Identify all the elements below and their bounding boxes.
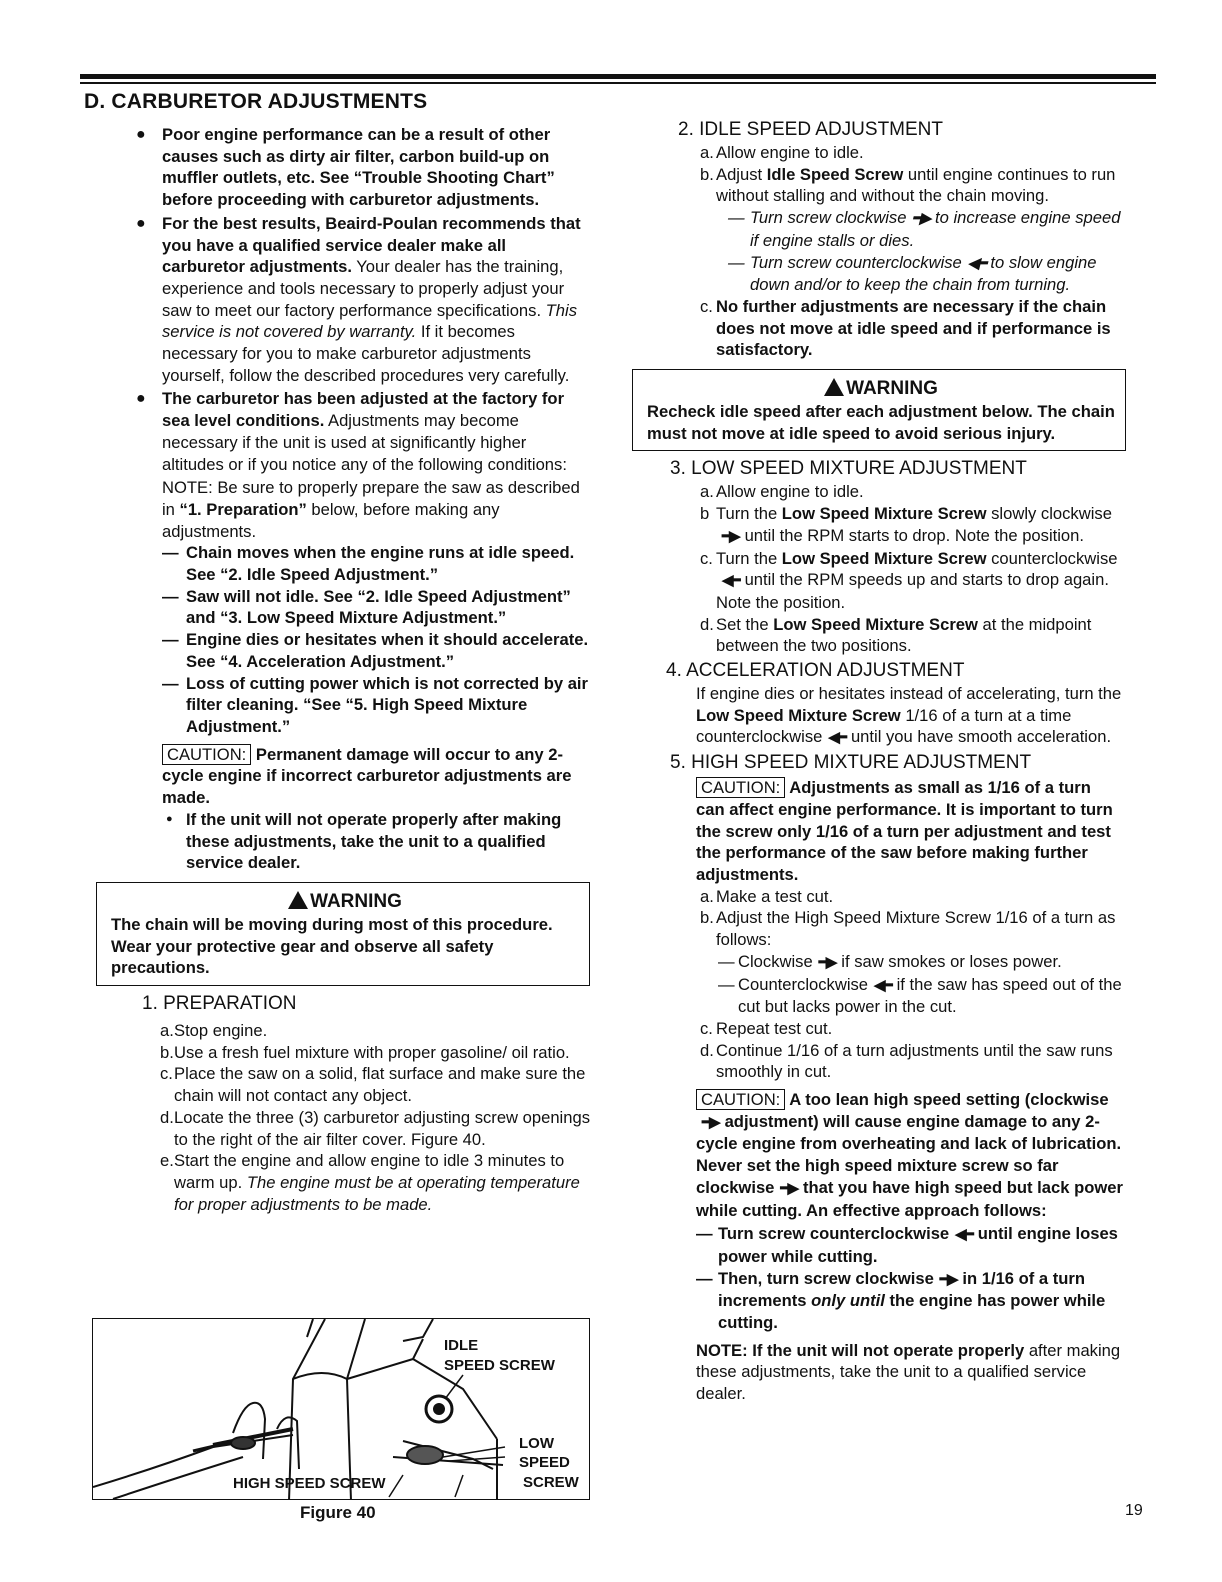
idle-sub-item: — Turn screw clockwise ━▶ to increase engine speed if engine stalls or dies. (728, 208, 1121, 250)
idle-text: Adjust (716, 164, 767, 184)
idle-label: SPEED SCREW (444, 1357, 555, 1374)
low-text: Allow engine to idle. (716, 482, 864, 502)
bullet-item (90, 124, 590, 211)
warning-box-chain-moving (96, 882, 590, 986)
clockwise-arrow-icon: ━▶ (702, 1113, 719, 1131)
section-heading: D. CARBURETOR ADJUSTMENTS (84, 90, 428, 113)
counterclockwise-arrow-icon: ◀━ (955, 1226, 972, 1244)
high-sub-text: if saw smokes or loses power. (841, 951, 1062, 971)
low-text: until the RPM starts to drop. Note the position. (744, 525, 1084, 545)
prep-item: e. Start the engine and allow engine to idle 3 minutes to warm up. The engine must be at operating temperature for proper adjustments to be made. (160, 1151, 580, 1214)
high-sub-item: — Clockwise ━▶ if saw smokes or loses power. (632, 951, 1124, 974)
bullet-item (90, 388, 590, 475)
clockwise-arrow-icon: ━▶ (939, 1270, 957, 1288)
high-sub-item: — Counterclockwise ◀━ if the saw has speed out of the cut but lacks power in the cut. (718, 974, 1122, 1017)
condition-text: Saw will not idle. See “2. Idle Speed Adjustment” and “3. Low Speed Mixture Adjustment.” (186, 586, 571, 628)
bullet-text: Poor engine performance can be a result of other causes such as dirty air filter, carbon build-up on muffler outlets, etc. See “Trouble Shooting Chart” before proceeding with carburetor adjustments. (162, 125, 555, 210)
note-text: below, before making any adjustments. (162, 499, 500, 541)
bullet-text: Your dealer has the training, experience and tools necessary to properly adjust your saw to meet our factory performance specifications. (162, 257, 565, 320)
high-item: d. Continue 1/16 of a turn adjustments until the saw runs smoothly in cut. (700, 1040, 1113, 1082)
bullet-bold-text: The carburetor has been adjusted at the factory for sea level conditions. (162, 389, 565, 431)
low-label: LOW (519, 1435, 554, 1452)
warning-heading (647, 376, 1115, 401)
prep-item: b. Use a fresh fuel mixture with proper gasoline/ oil ratio. (160, 1042, 570, 1062)
condition-item: — Engine dies or hesitates when it should accelerate. See “4. Acceleration Adjustment.” (162, 630, 589, 671)
high-speed-screw-icon (231, 1437, 255, 1449)
approach-item: — Turn screw counterclockwise ◀━ until engine loses power while cutting. (696, 1224, 1118, 1266)
small-bullet-icon: ● (166, 812, 173, 825)
bullet-dot-icon: ● (136, 390, 146, 408)
accel-screw-name: Low Speed Mixture Screw (696, 705, 901, 725)
approach-text: the engine has power while cutting. (718, 1291, 1106, 1333)
low-item: d. Set the Low Speed Mixture Screw at the midpoint between the two positions. (700, 614, 1092, 656)
condition-item: — Chain moves when the engine runs at idle speed. See “2. Idle Speed Adjustment.” (162, 543, 575, 585)
low-item: b Turn the Low Speed Mixture Screw slowly clockwise━▶ until the RPM starts to drop. Note the position. (632, 503, 1124, 547)
note-label: NOTE: If the unit will not operate properly (696, 1340, 1025, 1360)
figure-40-carburetor-diagram (92, 1318, 590, 1500)
note-text: Be sure to properly prepare the saw as described in (162, 478, 580, 519)
left-column (90, 124, 590, 1215)
approach-italic: only until (811, 1291, 885, 1311)
condition-text: Loss of cutting power which is not corrected by air filter cleaning. “See “5. High Speed Mixture Adjustment.” (186, 673, 588, 736)
prep-text: Place the saw on a solid, flat surface and make sure the chain will not contact any object. (174, 1064, 586, 1106)
warranty-note: This service is not covered by warranty. (162, 300, 578, 342)
low-text: at the midpoint between the two positions. (716, 614, 1092, 656)
idle-sub-text: Turn screw counterclockwise (750, 252, 962, 272)
section-high-speed-title: 5. HIGH SPEED MIXTURE ADJUSTMENT (670, 752, 1032, 774)
counterclockwise-arrow-icon: ◀━ (828, 729, 845, 747)
low-text: Turn the (716, 504, 782, 524)
acceleration-text (632, 683, 1124, 749)
warning-text: Recheck idle speed after each adjustment below. The chain must not move at idle speed to avoid serious injury. (647, 402, 1115, 443)
caution-text: A too lean high speed setting (clockwise (785, 1090, 1109, 1110)
right-column (632, 118, 1124, 1405)
prep-item: c. Place the saw on a solid, flat surface and make sure the chain will not contact any object. (160, 1064, 586, 1106)
low-screw-name: Low Speed Mixture Screw (781, 504, 987, 524)
caution-too-lean (632, 1089, 1124, 1221)
idle-item: c. No further adjustments are necessary if the chain does not move at idle speed and if performance is satisfactory. (700, 296, 1111, 360)
high-text: Make a test cut. (716, 886, 834, 906)
bullet-bold-text: For the best results, Beaird-Poulan recommends that you have a qualified service dealer make all carburetor adjustments. (162, 213, 581, 277)
accel-text: 1/16 of a turn at a time counterclockwise (696, 705, 1072, 747)
bullet-item (90, 213, 590, 387)
bullet-dot-icon: ● (136, 214, 146, 232)
bullet-text: Adjustments may become necessary if the unit is used at significantly higher altitudes or if you notice any of the following conditions: (162, 411, 567, 474)
section-acceleration-title: 4. ACCELERATION ADJUSTMENT (666, 660, 965, 682)
low-item: c. Turn the Low Speed Mixture Screw counterclockwise◀━ until the RPM speeds up and starts to drop again. Note the position. (700, 548, 1118, 612)
high-sub-text: Clockwise (738, 951, 813, 971)
accel-text: If engine dies or hesitates instead of accelerating, turn the (696, 684, 1122, 704)
warning-text: The chain will be moving during most of this procedure. Wear your protective gear and observe all safety precautions. (111, 914, 553, 978)
high-item: b. Adjust the High Speed Mixture Screw 1/16 of a turn as follows: (700, 908, 1116, 950)
caution-high-speed (632, 777, 1124, 886)
low-text: until the RPM speeds up and starts to drop again. Note the position. (716, 570, 1109, 612)
clockwise-arrow-icon: ━▶ (912, 210, 930, 228)
caution-label: CAUTION: (696, 777, 785, 798)
caution-permanent-damage (90, 744, 590, 809)
condition-text: Engine dies or hesitates when it should accelerate. See “4. Acceleration Adjustment.” (186, 630, 589, 671)
prep-text: Locate the three (3) carburetor adjusting screw openings to the right of the air filter cover. Figure 40. (174, 1107, 591, 1149)
note-text: after making these adjustments, take the unit to a qualified service dealer. (696, 1340, 1121, 1404)
prep-text: Stop engine. (174, 1021, 268, 1041)
low-label: SPEED (519, 1454, 570, 1471)
idle-screw-name: Idle Speed Screw (766, 164, 904, 184)
prep-item: a. Stop engine. (160, 1021, 268, 1041)
high-sub-text: if the saw has speed out of the cut but lacks power in the cut. (738, 974, 1122, 1017)
idle-sub-text: Turn screw clockwise (750, 208, 907, 228)
counterclockwise-arrow-icon: ◀━ (967, 254, 985, 272)
caution-label: CAUTION: (162, 744, 251, 765)
low-speed-screw-icon (407, 1446, 443, 1464)
low-text: Turn the (716, 548, 782, 568)
high-text: Repeat test cut. (716, 1018, 833, 1038)
warning-triangle-icon (824, 378, 844, 396)
idle-sub-text: to increase engine speed if engine stalls or dies. (750, 208, 1121, 250)
section-preparation-title: 1. PREPARATION (142, 993, 297, 1015)
top-rule-thin (80, 82, 1156, 84)
prep-italic: The engine must be at operating temperature for proper adjustments to be made. (174, 1172, 580, 1214)
condition-item: — Saw will not idle. See “2. Idle Speed Adjustment” and “3. Low Speed Mixture Adjustment.” (162, 586, 571, 628)
caution-text: Permanent damage will occur to any 2-cycle engine if incorrect carburetor adjustments are made. (162, 744, 572, 808)
sub-bullet-item (90, 809, 590, 874)
low-screw-name: Low Speed Mixture Screw (781, 548, 987, 568)
caution-label: CAUTION: (696, 1089, 785, 1110)
bullet-text: If it becomes necessary for you to make carburetor adjustments yourself, follow the described procedures very carefully. (162, 322, 570, 385)
approach-item: — Then, turn screw clockwise ━▶ in 1/16 of a turn increments only until the engine has power while cutting. (696, 1268, 1106, 1333)
idle-text: Allow engine to idle. (716, 143, 864, 162)
idle-item: a. Allow engine to idle. (700, 143, 864, 162)
caution-text: Adjustments as small as 1/16 of a turn can affect engine performance. It is important to turn the screw only 1/16 of a turn per adjustment and test the performance of the saw before making further adjustments. (696, 778, 1113, 884)
bullet-dot-icon: ● (136, 126, 146, 143)
idle-text: No further adjustments are necessary if the chain does not move at idle speed and if performance is satisfactory. (716, 296, 1111, 360)
approach-text: Then, turn screw clockwise (718, 1268, 934, 1288)
clockwise-arrow-icon: ━▶ (722, 527, 739, 545)
idle-sub-text: to slow engine down and/or to keep the chain from turning. (750, 252, 1097, 295)
section-low-speed-title: 3. LOW SPEED MIXTURE ADJUSTMENT (670, 458, 1027, 480)
accel-text: until you have smooth acceleration. (850, 727, 1112, 747)
counterclockwise-arrow-icon: ◀━ (874, 976, 891, 994)
warning-title: WARNING (310, 890, 402, 912)
section-idle-title: 2. IDLE SPEED ADJUSTMENT (678, 119, 944, 140)
high-text: Adjust the High Speed Mixture Screw 1/16 of a turn as follows: (716, 908, 1116, 950)
low-text: Set the (716, 614, 774, 634)
prep-text: Use a fresh fuel mixture with proper gasoline/ oil ratio. (174, 1042, 570, 1062)
low-text: counterclockwise (986, 548, 1118, 568)
caution-text: adjustment) will cause engine damage to any 2-cycle engine from overheating and lack of lubrication. Never set the high speed mixture screw so far clockwise (696, 1111, 1122, 1197)
note-qualified-dealer (632, 1340, 1124, 1405)
idle-item: b. Adjust Idle Speed Screw until engine continues to run without stalling and without the chain moving. (700, 164, 1116, 206)
high-sub-text: Counterclockwise (738, 974, 869, 994)
high-item: c. Repeat test cut. (700, 1018, 833, 1038)
low-text: slowly clockwise (986, 504, 1112, 524)
warning-heading (111, 889, 579, 914)
low-item: a. Allow engine to idle. (700, 482, 864, 502)
carburetor-illustration (93, 1319, 590, 1500)
idle-sub-item: — Turn screw counterclockwise ◀━ to slow engine down and/or to keep the chain from turning. (728, 252, 1097, 295)
condition-item: — Loss of cutting power which is not corrected by air filter cleaning. “See “5. High Speed Mixture Adjustment.” (162, 673, 588, 736)
page-number: 19 (1125, 1502, 1143, 1519)
clockwise-arrow-icon: ━▶ (780, 1179, 797, 1197)
note-label: NOTE: (162, 478, 213, 498)
warning-triangle-icon (288, 891, 308, 909)
approach-text: in 1/16 of a turn increments (718, 1268, 1086, 1311)
prep-text: Start the engine and allow engine to idle 3 minutes to warm up. (174, 1151, 565, 1192)
approach-text: until engine loses power while cutting. (718, 1224, 1118, 1266)
clockwise-arrow-icon: ━▶ (818, 953, 836, 971)
high-item: a. Make a test cut. (700, 886, 834, 906)
warning-title: WARNING (846, 378, 938, 400)
sub-bullet-text: If the unit will not operate properly after making these adjustments, take the unit to a qualified service dealer. (186, 809, 562, 873)
figure-caption: Figure 40 (300, 1503, 376, 1522)
condition-text: Chain moves when the engine runs at idle speed. See “2. Idle Speed Adjustment.” (186, 543, 575, 585)
low-screw-name: Low Speed Mixture Screw (773, 614, 978, 634)
low-label: SCREW (523, 1474, 579, 1491)
high-text: Continue 1/16 of a turn adjustments until the saw runs smoothly in cut. (716, 1040, 1113, 1082)
idle-text: until engine continues to run without stalling and without the chain moving. (716, 164, 1116, 206)
caution-text: that you have high speed but lack power while cutting. An effective approach follows: (696, 1177, 1123, 1220)
warning-box-recheck-idle (632, 369, 1126, 451)
high-label: HIGH SPEED SCREW (233, 1475, 386, 1492)
note-ref: “1. Preparation” (179, 499, 307, 519)
prep-item: d. Locate the three (3) carburetor adjusting screw openings to the right of the air filter cover. Figure 40. (160, 1107, 591, 1149)
approach-text: Turn screw counterclockwise (718, 1224, 950, 1244)
idle-label: IDLE (444, 1337, 479, 1354)
counterclockwise-arrow-icon: ◀━ (722, 572, 739, 590)
top-rule-thick (80, 74, 1156, 79)
note-preparation (90, 477, 590, 542)
